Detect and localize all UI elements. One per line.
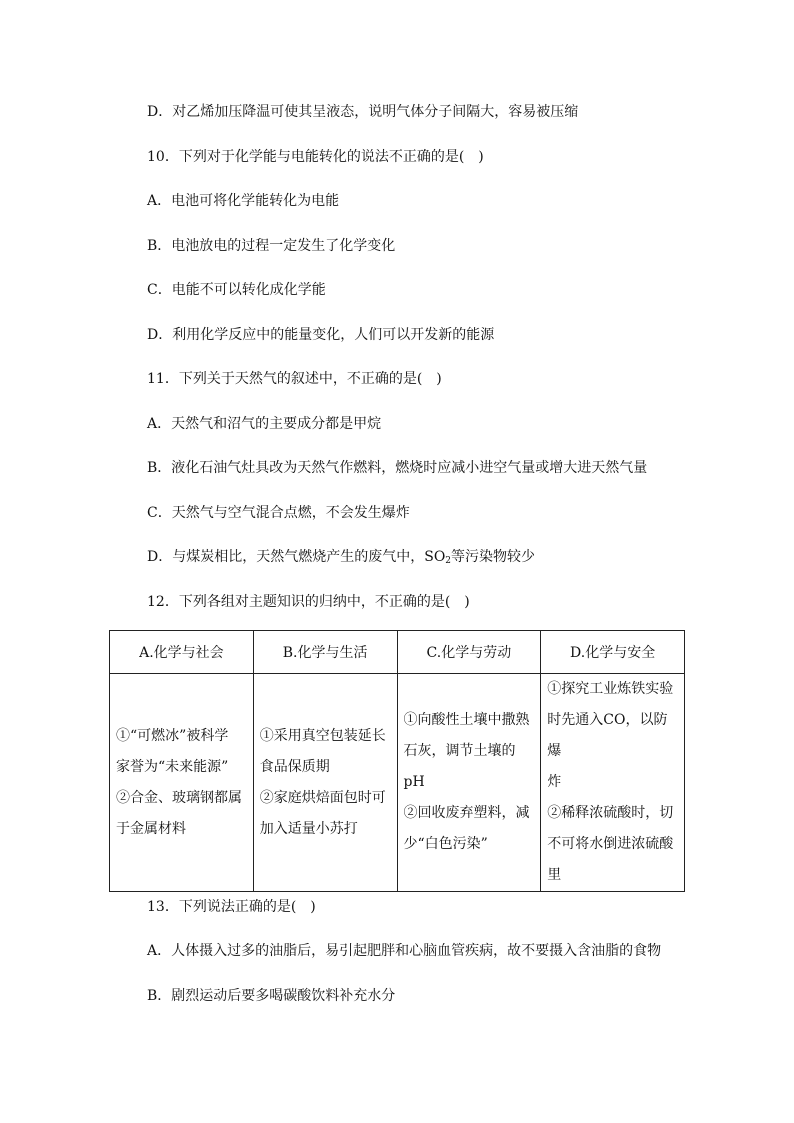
cell-line: 家誉为“未来能源” [116,758,229,775]
cell-line: 少“白色污染” [403,836,488,852]
q13-option-b: B．剧烈运动后要多喝碳酸饮料补充水分 [147,988,396,1004]
q11-option-b: B．液化石油气灶具改为天然气作燃料，燃烧时应减小进空气量或增大进天然气量 [147,460,648,476]
q11-d-subscript: 2 [445,556,452,566]
table-header-cell: A.化学与社会 [110,631,254,674]
table-header-row [110,631,685,674]
table-header-cell: B.化学与生活 [253,631,397,674]
cell-line: 炸 [547,774,562,790]
theme-summary-table [109,630,685,892]
q11-option-a: A．天然气和沼气的主要成分都是甲烷 [147,416,382,432]
cell-line: ①采用真空包装延长 [259,727,386,744]
cell-line: 食品保质期 [259,758,330,775]
cell-line: 时先通入CO，以防爆 [547,712,668,759]
cell-line: ②合金、玻璃钢都属 [116,789,242,806]
q11-option-c: C．天然气与空气混合点燃，不会发生爆炸 [147,505,410,521]
cell-line: 石灰，调节土壤的pH [403,743,516,790]
table-row [110,674,685,892]
q11-d-text: D．与煤炭相比，天然气燃烧产生的废气中，SO [147,549,446,565]
q10-option-b: B．电池放电的过程一定发生了化学变化 [147,238,396,254]
table-cell-b [253,674,397,892]
question-10: 10．下列对于化学能与电能转化的说法不正确的是( ) [147,149,484,165]
table-cell-c [397,674,541,892]
cell-line: ①探究工业炼铁实验 [547,681,674,697]
table-header-cell: C.化学与劳动 [397,631,541,674]
table-cell-a [110,674,254,892]
q9-option-d: D．对乙烯加压降温可使其呈液态，说明气体分子间隔大，容易被压缩 [147,104,579,120]
cell-line: 于金属材料 [116,820,186,837]
q10-option-a: A．电池可将化学能转化为电能 [147,193,340,209]
table-cell-d [541,674,685,892]
cell-line: ②家庭烘焙面包时可 [259,789,386,806]
cell-line: ②回收废弃塑料，减 [403,805,530,821]
table-header-cell: D.化学与安全 [541,631,685,674]
q11-d-text-end: 等污染物较少 [451,549,536,565]
cell-line: 加入适量小苏打 [259,820,358,837]
cell-line: ①向酸性土壤中撒熟 [403,712,530,728]
q13-option-a: A．人体摄入过多的油脂后，易引起肥胖和心脑血管疾病，故不要摄入含油脂的食物 [147,943,662,959]
cell-line: 不可将水倒进浓硫酸 [547,836,674,852]
question-12: 12．下列各组对主题知识的归纳中，不正确的是( ) [147,594,470,610]
cell-line: ②稀释浓硫酸时，切 [547,805,674,821]
q11-option-d [147,547,535,571]
cell-line: 里 [547,867,562,883]
question-11: 11．下列关于天然气的叙述中，不正确的是( ) [147,371,442,387]
q10-option-d: D．利用化学反应中的能量变化，人们可以开发新的能源 [147,327,495,343]
cell-line: ①“可燃冰”被科学 [116,727,229,744]
question-13: 13．下列说法正确的是( ) [147,899,316,915]
q10-option-c: C．电能不可以转化成化学能 [147,282,326,298]
